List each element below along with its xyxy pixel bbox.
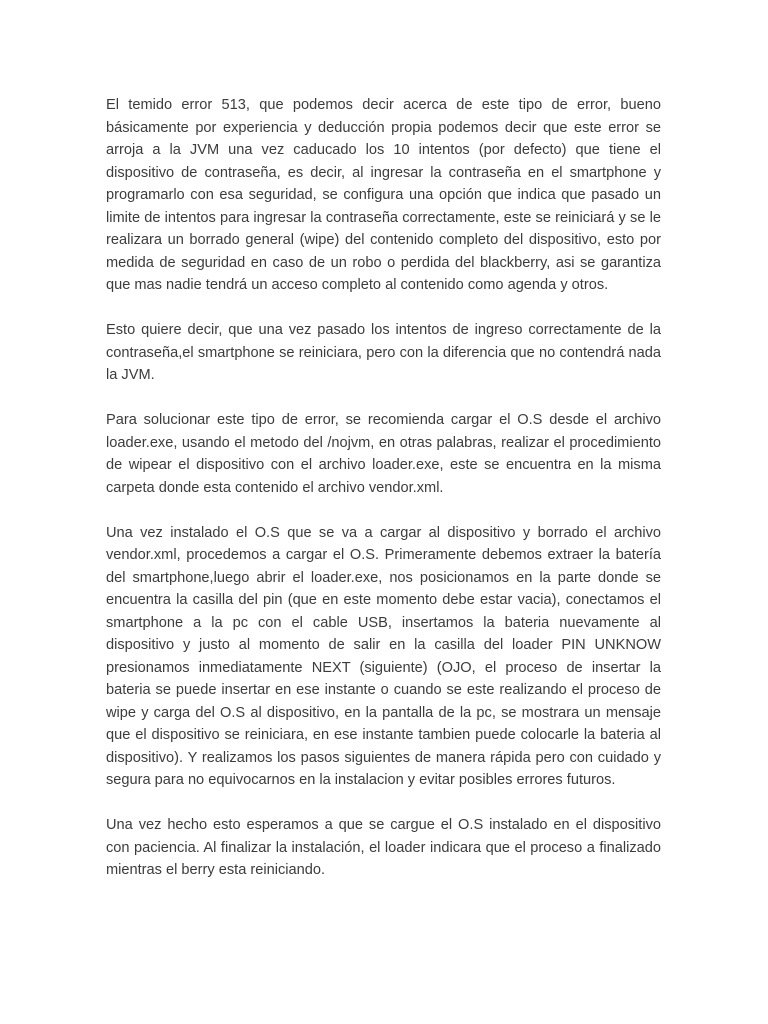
paragraph-finish-install: Una vez hecho esto esperamos a que se cargue el O.S instalado en el dispositivo con paciencia. Al finalizar la instalación, el loader indicara que el proceso a finalizado mientras el berry esta reiniciando.	[106, 817, 661, 878]
paragraph-solution-loader: Para solucionar este tipo de error, se recomienda cargar el O.S desde el archivo loader.exe, usando el metodo del /nojvm, en otras palabras, realizar el procedimiento de wipear el dispositivo con el archivo loader.exe, este se encuentra en la misma carpeta donde esta contenido el archivo vendor.xml.	[106, 412, 661, 496]
paragraph-error-513-description: El temido error 513, que podemos decir acerca de este tipo de error, bueno básicamente por experiencia y deducción propia podemos decir que este error se arroja a la JVM una vez caducado los 10 intentos (por defecto) que tiene el dispositivo de contraseña, es decir, al ingresar la contraseña en el smartphone y programarlo con esa seguridad, se configura una opción que indica que pasado un limite de intentos para ingresar la contraseña correctamente, este se reiniciará y se le realizara un borrado general (wipe) del contenido completo del dispositivo, esto por medida de seguridad en caso de un robo o perdida del blackberry, asi se garantiza que mas nadie tendrá un acceso completo al contenido como agenda y otros.	[106, 97, 661, 293]
paragraph-install-steps: Una vez instalado el O.S que se va a cargar al dispositivo y borrado el archivo vendor.xml, procedemos a cargar el O.S. Primeramente debemos extraer la batería del smartphone,luego abrir el loader.exe, nos posicionamos en la parte donde se encuentra la casilla del pin (que en este momento debe estar vacia), conectamos el smartphone a la pc con el cable USB, insertamos la bateria nuevamente al dispositivo y justo al momento de salir en la casilla del loader PIN UNKNOW presionamos inmediatamente NEXT (siguiente) (OJO, el proceso de insertar la bateria se puede insertar en ese instante o cuando se este realizando el proceso de wipe y carga del O.S al dispositivo, en la pantalla de la pc, se mostrara un mensaje que el dispositivo se reiniciara, en ese instante tambien puede colocarle la bateria al dispositivo). Y realizamos los pasos siguientes de manera rápida pero con cuidado y segura para no equivocarnos en la instalacion y evitar posibles errores futuros.	[106, 524, 661, 788]
paragraph-jvm-empty-after-reset: Esto quiere decir, que una vez pasado los intentos de ingreso correctamente de la contraseña,el smartphone se reiniciara, pero con la diferencia que no contendrá nada la JVM.	[106, 322, 661, 383]
document-body	[106, 94, 661, 882]
